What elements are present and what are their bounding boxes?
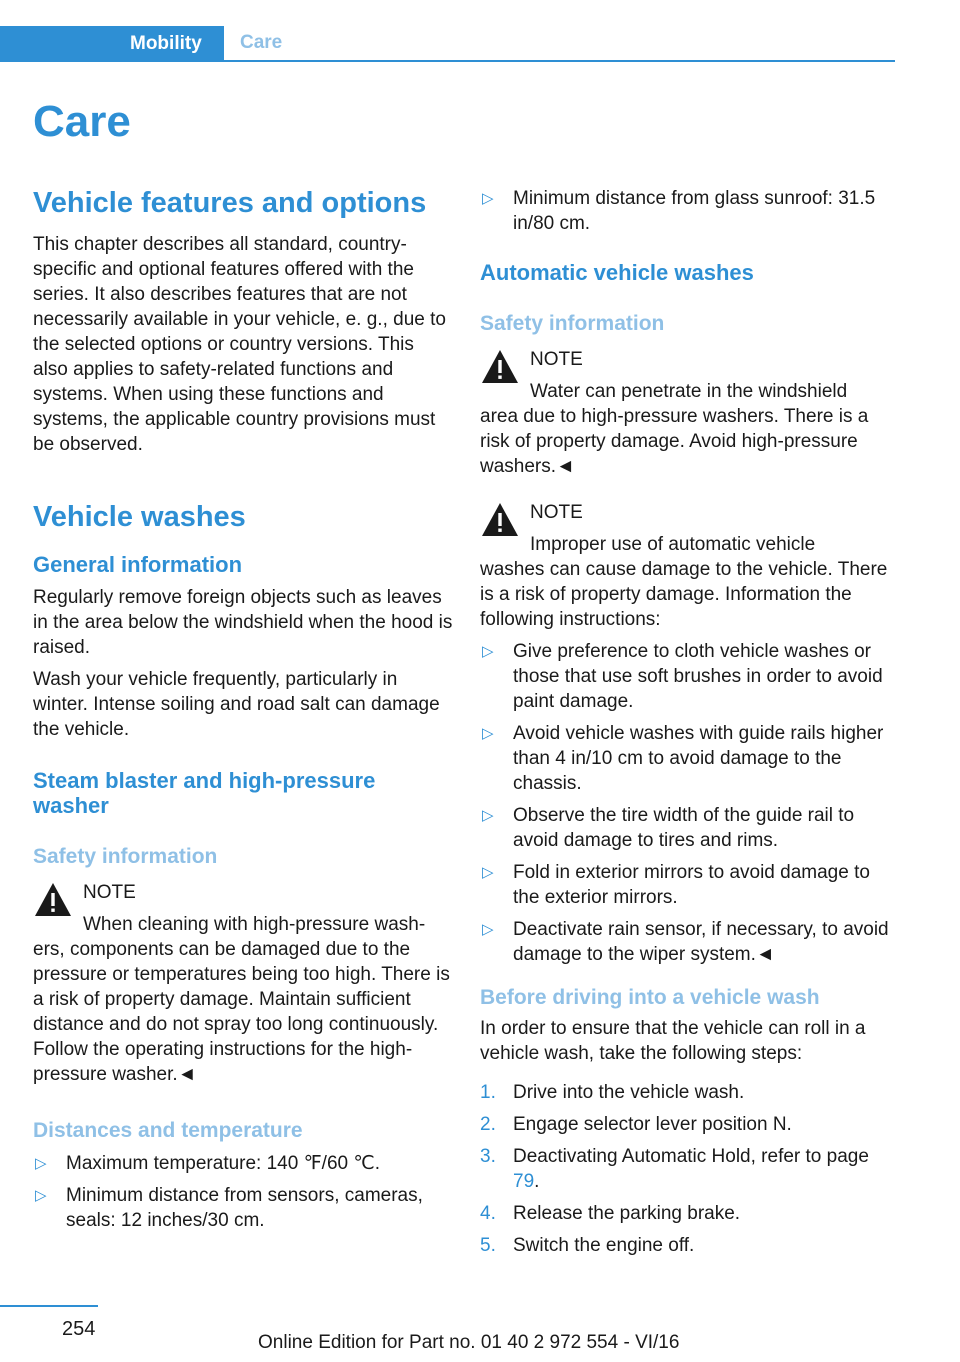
warning-icon bbox=[480, 347, 520, 387]
bullet-icon: ▷ bbox=[482, 725, 494, 742]
note-text: washes can cause damage to the vehicle. There is a risk of property damage. Information the following instructions: bbox=[480, 559, 888, 630]
warning-icon bbox=[480, 500, 520, 540]
running-header bbox=[0, 26, 895, 62]
list-item: 1. Drive into the vehicle wash. bbox=[480, 1082, 745, 1103]
section-tab-mobility[interactable]: Mobility bbox=[0, 26, 224, 62]
list-item: ▷ Avoid vehicle washes with guide rails higher than 4 in/10 cm to avoid damage to the chassis. bbox=[482, 723, 884, 794]
steam-heading: Steam blaster and high-pressure washer bbox=[33, 768, 376, 818]
general-heading: General information bbox=[33, 552, 243, 577]
list-item: ▷ Observe the tire width of the guide rail to avoid damage to tires and rims. bbox=[482, 805, 855, 851]
general-text-1: Regularly remove foreign objects such as leaves in the area below the windshield when the hood is raised. bbox=[33, 587, 453, 658]
list-item: ▷ Minimum distance from glass sunroof: 31.5 in/80 cm. bbox=[482, 188, 876, 234]
before-wash-text: In order to ensure that the vehicle can roll in a vehicle wash, take the following steps: bbox=[480, 1018, 866, 1064]
safety-heading-right: Safety information bbox=[480, 312, 665, 335]
note-label: NOTE bbox=[83, 882, 136, 903]
step-number: 4. bbox=[480, 1203, 496, 1224]
sunroof-list bbox=[480, 186, 895, 236]
note-high-pressure bbox=[33, 880, 453, 1087]
distances-heading: Distances and temperature bbox=[33, 1119, 303, 1142]
step-number: 2. bbox=[480, 1114, 496, 1135]
list-item: 2. Engage selector lever position N. bbox=[480, 1114, 792, 1135]
list-item: ▷ Maximum temperature: 140 ℉/60 ℃. bbox=[35, 1153, 380, 1174]
instructions-list bbox=[480, 639, 895, 967]
page-title: Care bbox=[33, 97, 131, 146]
features-text: This chapter describes all standard, country-specific and optional features offered with the series. It also describes features that are not necessarily available in your vehicle, e. g., due to the selected options or country versions. This also applies to safety-related functions and systems. When using these functions and systems, the applicable country provisions must be observed. bbox=[33, 234, 446, 455]
distances-list bbox=[33, 1151, 453, 1233]
bullet-icon: ▷ bbox=[482, 921, 494, 938]
list-item: ▷ Fold in exterior mirrors to avoid damage to the exterior mirrors. bbox=[482, 862, 870, 908]
footer-rule bbox=[0, 1305, 98, 1307]
list-item: 3. Deactivating Automatic Hold, refer to page 79. bbox=[480, 1146, 869, 1192]
warning-icon bbox=[33, 880, 73, 920]
note-text-first: Improper use of automatic vehicle bbox=[530, 534, 816, 555]
list-item: ▷ Minimum distance from sensors, cameras, seals: 12 inches/30 cm. bbox=[35, 1185, 423, 1231]
step-number: 3. bbox=[480, 1146, 496, 1167]
page-number: 254 bbox=[62, 1318, 96, 1340]
edition-note: Online Edition for Part no. 01 40 2 972 554 - VI/16 bbox=[258, 1332, 680, 1353]
note-text-first: Water can penetrate in the windshield bbox=[530, 381, 848, 402]
note-label: NOTE bbox=[530, 502, 583, 523]
step-number: 1. bbox=[480, 1082, 496, 1103]
bullet-icon: ▷ bbox=[482, 807, 494, 824]
general-text-2: Wash your vehicle frequently, particularly in winter. Intense soiling and road salt can damage the vehicle. bbox=[33, 669, 440, 740]
note-text: ers, components can be damaged due to the pressure or temperatures being too high. There is a risk of property damage. Maintain sufficient distance and do not spray too long continuously. Follow the operating instructions for the high-pressure washer.◄ bbox=[33, 939, 450, 1085]
bullet-icon: ▷ bbox=[35, 1187, 47, 1204]
auto-washes-heading: Automatic vehicle washes bbox=[480, 260, 754, 285]
features-heading: Vehicle features and options bbox=[33, 187, 427, 219]
note-label: NOTE bbox=[530, 349, 583, 370]
steps-list bbox=[480, 1080, 895, 1258]
note-text: area due to high-pressure washers. There is a risk of property damage. Avoid high-pressure washers.◄ bbox=[480, 406, 869, 477]
header-rule bbox=[0, 60, 895, 62]
section-tab-care[interactable]: Care bbox=[240, 32, 283, 53]
step-number: 5. bbox=[480, 1235, 496, 1256]
bullet-icon: ▷ bbox=[482, 190, 494, 207]
before-wash-heading: Before driving into a vehicle wash bbox=[480, 986, 820, 1009]
bullet-icon: ▷ bbox=[482, 864, 494, 881]
list-item: 5. Switch the engine off. bbox=[480, 1235, 695, 1256]
right-column bbox=[480, 186, 895, 1265]
note-automatic-washes bbox=[480, 500, 895, 632]
note-windshield bbox=[480, 347, 895, 479]
list-item: 4. Release the parking brake. bbox=[480, 1203, 741, 1224]
page-link[interactable]: 79 bbox=[513, 1171, 535, 1192]
bullet-icon: ▷ bbox=[482, 643, 494, 660]
list-item: ▷ Give preference to cloth vehicle washes or those that use soft brushes in order to avoid paint damage. bbox=[482, 641, 883, 712]
left-column bbox=[33, 186, 453, 1240]
note-text-first: When cleaning with high-pressure wash- bbox=[83, 914, 426, 935]
safety-heading-left: Safety information bbox=[33, 845, 218, 868]
list-item: ▷ Deactivate rain sensor, if necessary, to avoid damage to the wiper system.◄ bbox=[482, 919, 889, 965]
bullet-icon: ▷ bbox=[35, 1155, 47, 1172]
washes-heading: Vehicle washes bbox=[33, 501, 246, 533]
